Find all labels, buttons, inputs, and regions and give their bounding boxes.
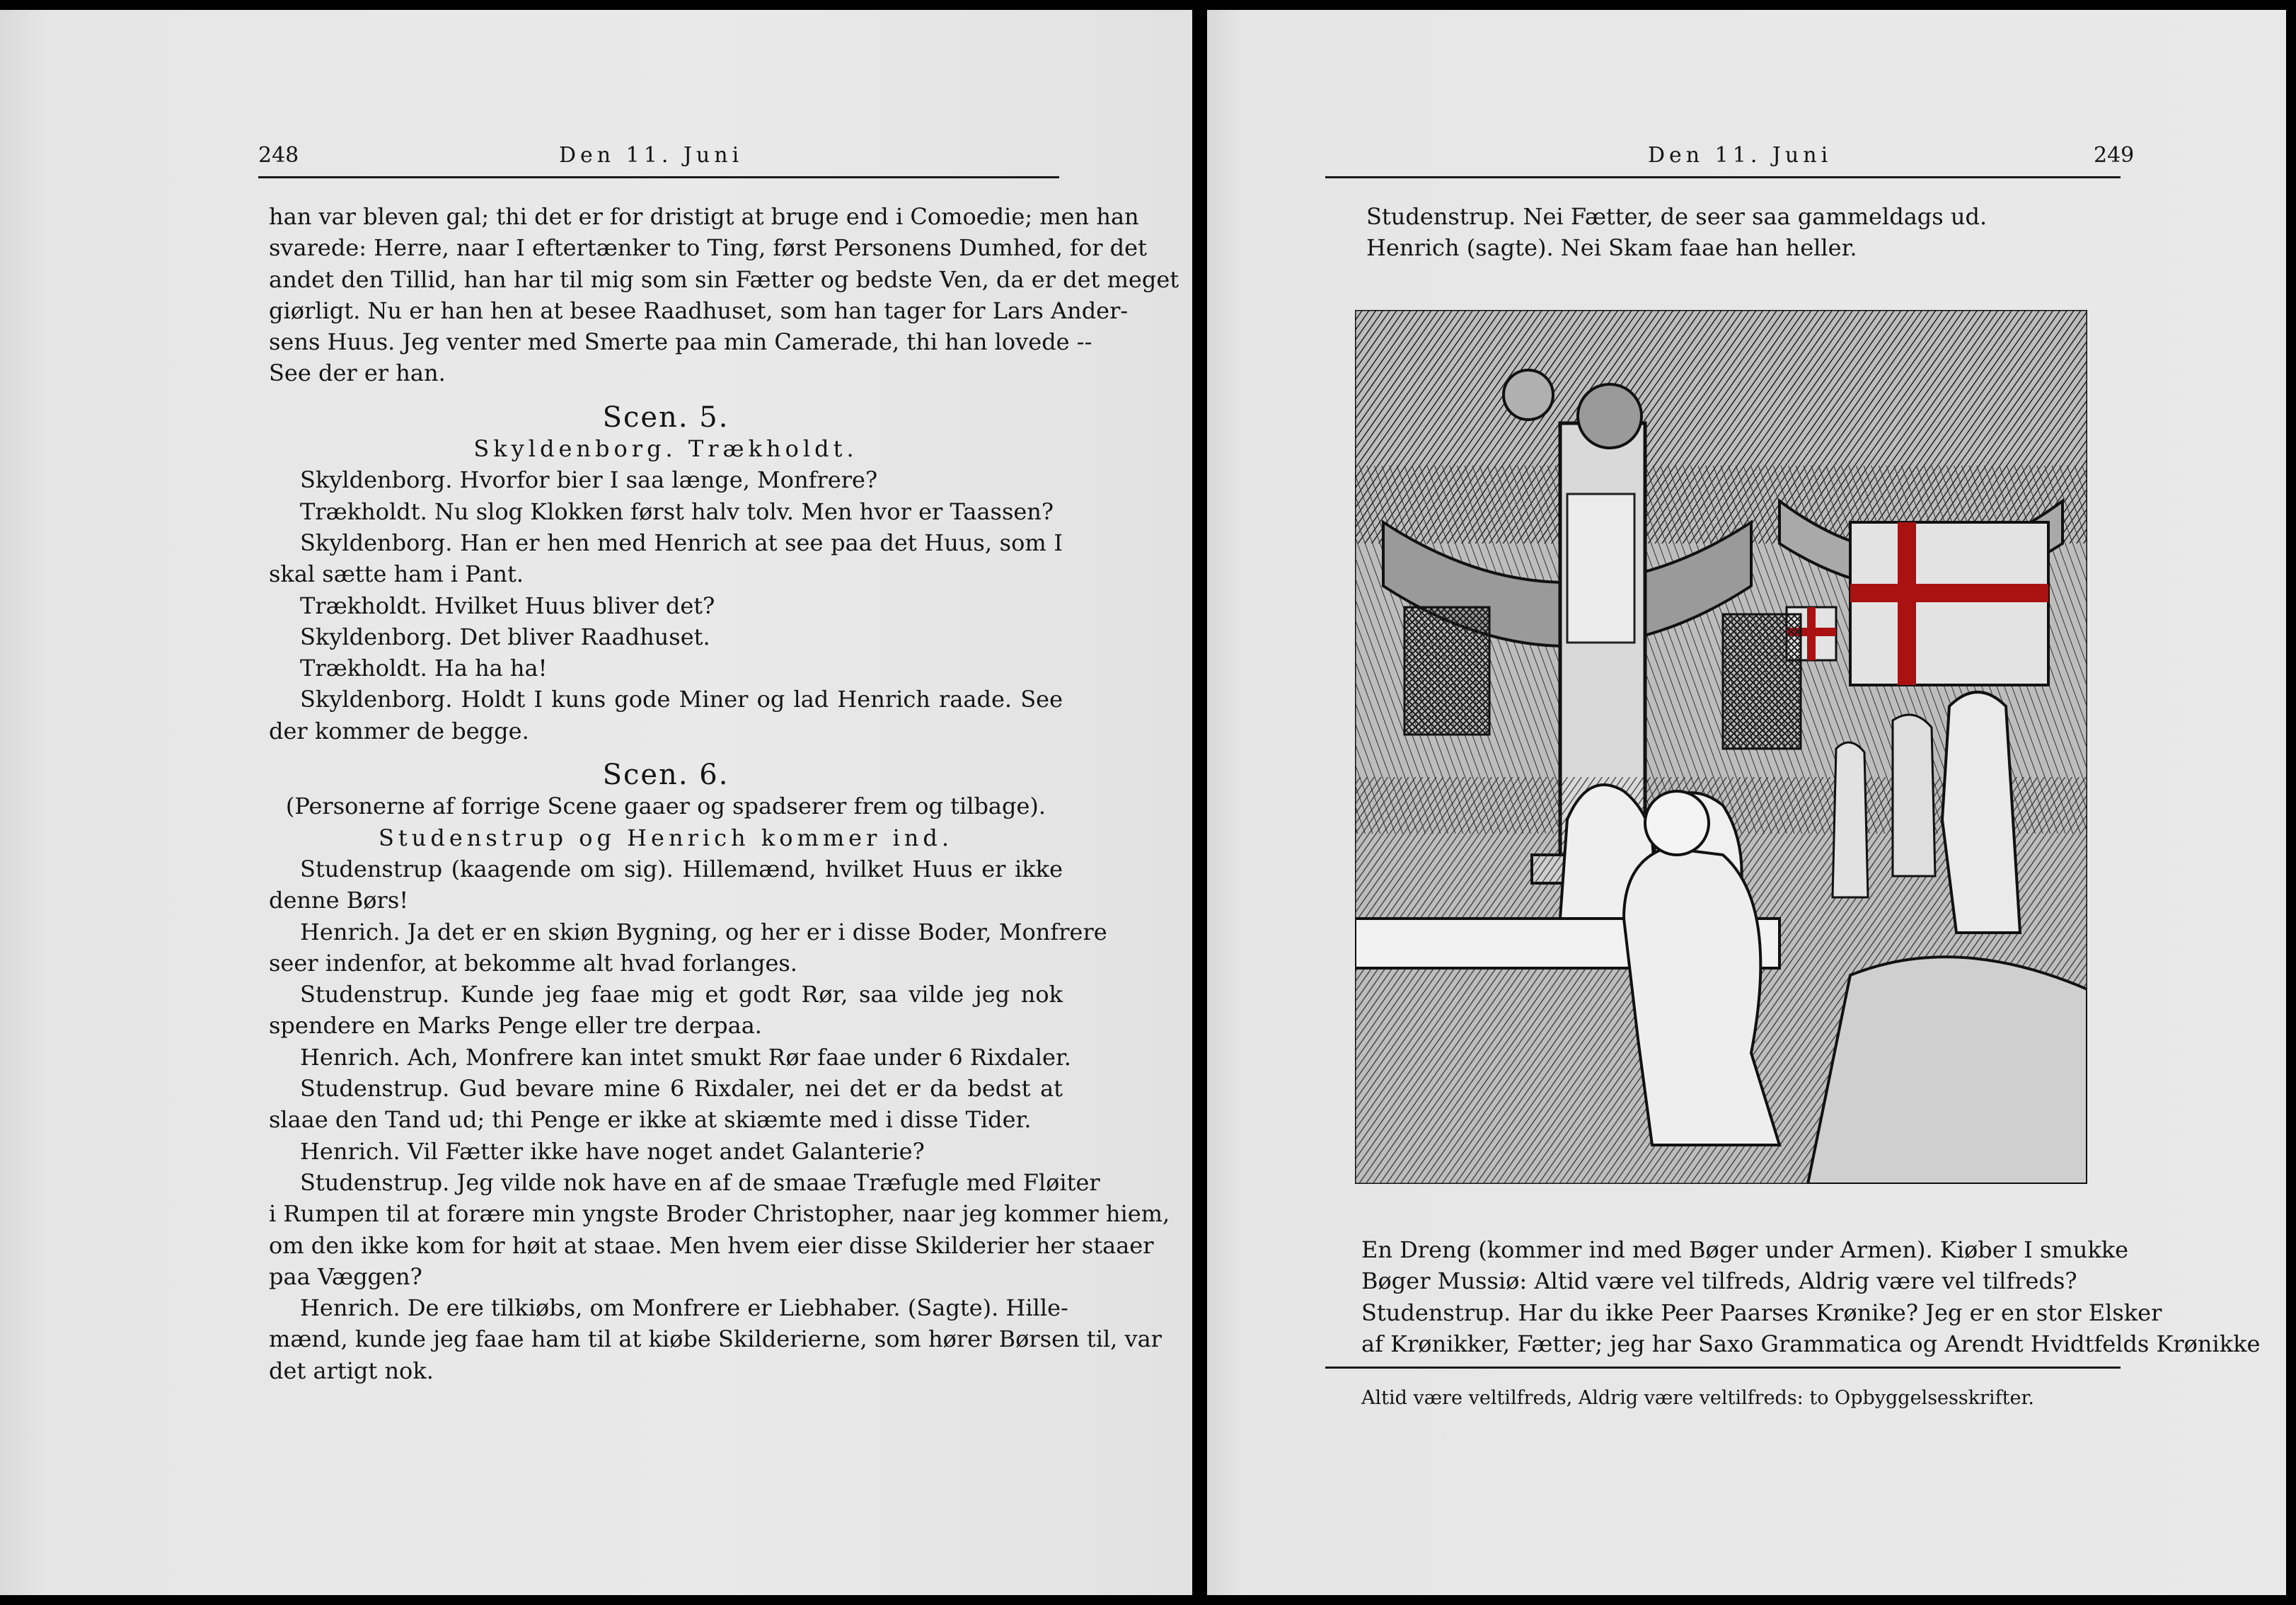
text-line: seer indenfor, at bekomme alt hvad forlanges.	[269, 949, 797, 977]
text-line: sens Huus. Jeg venter med Smerte paa min Camerade, thi han lovede --	[269, 328, 1092, 356]
text-line: spendere en Marks Penge eller tre derpaa.	[269, 1012, 762, 1040]
right-page	[1207, 10, 2286, 1595]
engraving-illustration	[1355, 310, 2087, 1184]
text-line: Studenstrup. Nei Fætter, de seer saa gammeldags ud.	[1366, 203, 1988, 230]
text-line: Skyldenborg. Han er hen med Henrich at see paa det Huus, som I	[300, 529, 1063, 556]
text-line: i Rumpen til at forære min yngste Broder Christopher, naar jeg kommer hiem,	[269, 1200, 1170, 1228]
text-line: Studenstrup. Har du ikke Peer Paarses Krønike? Jeg er en stor Elsker	[1361, 1299, 2162, 1326]
text-line: Henrich. Vil Fætter ikke have noget andet Galanterie?	[300, 1137, 925, 1165]
text-line: (Personerne af forrige Scene gaaer og spadserer frem og tilbage).	[285, 793, 1046, 820]
text-line: Trækholdt. Ha ha ha!	[300, 655, 548, 682]
page-number: 248	[258, 143, 299, 168]
text-line: Studenstrup. Kunde jeg faae mig et godt Rør, saa vilde jeg nok	[300, 981, 1063, 1008]
text-line: Scen. 6.	[602, 759, 729, 792]
right-top-text	[1366, 201, 2116, 264]
text-line: giørligt. Nu er han hen at besee Raadhuset, som han tager for Lars Ander-	[269, 297, 1129, 324]
text-line: mænd, kunde jeg faae ham til at kiøbe Skilderierne, som hører Børsen til, var	[269, 1325, 1162, 1353]
text-line: Henrich. De ere tilkiøbs, om Monfrere er Liebhaber. (Sagte). Hille-	[300, 1294, 1068, 1322]
text-line: En Dreng (kommer ind med Bøger under Armen). Kiøber I smukke	[1361, 1236, 2129, 1263]
text-line: om den ikke kom for høit at staae. Men hvem eier disse Skilderier her staaer	[269, 1231, 1154, 1259]
text-line: det artigt nok.	[269, 1357, 434, 1384]
text-line: Henrich. Ja det er en skiøn Bygning, og her er i disse Boder, Monfrere	[300, 918, 1107, 945]
running-head: Den 11. Juni	[559, 143, 744, 168]
text-line: andet den Tillid, han har til mig som sin Fætter og bedste Ven, da er det meget	[269, 265, 1179, 293]
text-line: Trækholdt. Hvilket Huus bliver det?	[300, 592, 715, 619]
text-line: paa Væggen?	[269, 1262, 422, 1290]
text-line: Studenstrup. Jeg vilde nok have en af de smaae Træfugle med Fløiter	[300, 1168, 1100, 1196]
text-line: af Krønikker, Fætter; jeg har Saxo Grammatica og Arendt Hvidtfelds Krønikke	[1361, 1330, 2261, 1357]
page-number: 249	[2094, 143, 2135, 168]
text-line: slaae den Tand ud; thi Penge er ikke at skiæmte med i disse Tider.	[269, 1106, 1032, 1134]
running-head: Den 11. Juni	[1648, 143, 1833, 168]
text-line: han var bleven gal; thi det er for dristigt at bruge end i Comoedie; men han	[269, 203, 1139, 230]
text-line: Henrich (sagte). Nei Skam faae han heller.	[1366, 234, 1857, 262]
header-rule	[258, 176, 1059, 178]
text-line: Studenstrup (kaagende om sig). Hillemænd, hvilket Huus er ikke	[300, 855, 1063, 882]
text-line: svarede: Herre, naar I eftertænker to Ting, først Personens Dumhed, for det	[269, 234, 1147, 262]
right-bottom-text	[1361, 1234, 2261, 1359]
left-body-text	[269, 201, 1179, 1386]
left-page	[0, 10, 1192, 1595]
text-line: der kommer de begge.	[269, 717, 529, 744]
text-line: Skyldenborg. Trækholdt.	[473, 435, 858, 463]
text-line: Henrich. Ach, Monfrere kan intet smukt Rør faae under 6 Rixdaler.	[300, 1043, 1071, 1071]
footnote: Altid være veltilfreds, Aldrig være veltilfreds: to Opbyggelsesskrifter.	[1361, 1387, 2034, 1409]
market-scene-illustration	[1355, 310, 2087, 1184]
header-rule	[1325, 176, 2121, 178]
text-line: Trækholdt. Nu slog Klokken først halv tolv. Men hvor er Taassen?	[300, 497, 1054, 525]
text-line: Scen. 5.	[602, 401, 729, 434]
text-line: Skyldenborg. Det bliver Raadhuset.	[300, 623, 710, 650]
text-line: Studenstrup. Gud bevare mine 6 Rixdaler, nei det er da bedst at	[300, 1075, 1063, 1103]
text-line: Skyldenborg. Holdt I kuns gode Miner og lad Henrich raade. See	[300, 686, 1063, 713]
footnote-rule	[1325, 1367, 2121, 1369]
text-line: skal sætte ham i Pant.	[269, 560, 524, 588]
text-line: denne Børs!	[269, 887, 409, 914]
text-line: Skyldenborg. Hvorfor bier I saa længe, Monfrere?	[300, 466, 878, 494]
text-line: Bøger Mussiø: Altid være vel tilfreds, Aldrig være vel tilfreds?	[1361, 1267, 2077, 1295]
text-line: See der er han.	[269, 359, 446, 387]
text-line: Studenstrup og Henrich kommer ind.	[378, 824, 954, 851]
